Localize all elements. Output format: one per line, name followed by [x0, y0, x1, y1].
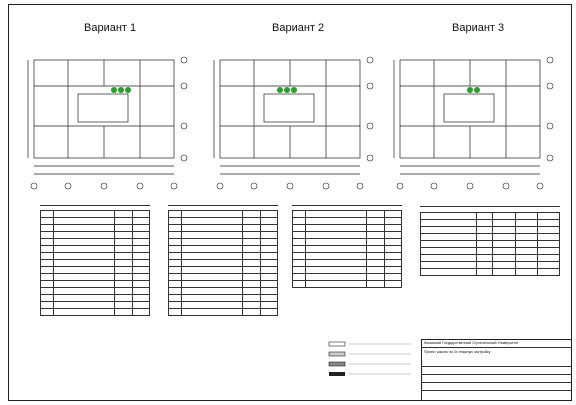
floor-plan-variant-3	[388, 42, 558, 192]
floor-plan-variant-1	[22, 42, 192, 192]
table-row	[293, 211, 402, 218]
title-block	[421, 339, 572, 401]
table-row	[421, 262, 560, 269]
table-row	[421, 234, 560, 241]
table-row	[293, 232, 402, 239]
table-row	[421, 248, 560, 255]
table-row	[41, 211, 150, 218]
variant-1-title: Вариант 1	[84, 22, 137, 34]
table-row	[169, 239, 278, 246]
table-row	[41, 239, 150, 246]
tech-economic-table	[420, 212, 560, 276]
tech-economic-caption	[420, 196, 560, 207]
stamp-row	[422, 391, 571, 398]
floor-plan-variant-2	[208, 42, 378, 192]
table-row	[293, 260, 402, 267]
table-row	[169, 246, 278, 253]
table-row	[169, 309, 278, 316]
stamp-row	[422, 367, 571, 375]
table-row	[169, 253, 278, 260]
room-table-variant-2	[168, 210, 278, 316]
table-row	[421, 241, 560, 248]
stamp-project: Проект школы на 3х этажную застройку	[422, 348, 571, 367]
table-row	[293, 218, 402, 225]
table-row	[41, 309, 150, 316]
table-row	[421, 213, 560, 220]
table-row	[41, 281, 150, 288]
table-row	[41, 246, 150, 253]
table-row	[293, 246, 402, 253]
legend	[325, 336, 415, 386]
table-row	[169, 288, 278, 295]
table-row	[41, 225, 150, 232]
table-row	[293, 281, 402, 288]
table-row	[293, 274, 402, 281]
stamp-row	[422, 383, 571, 391]
room-table-variant-1	[40, 210, 150, 316]
table-row	[41, 218, 150, 225]
table-row	[41, 274, 150, 281]
table-row	[169, 295, 278, 302]
stamp-university: Казанский Государственный Строительный Университет	[422, 340, 571, 348]
variant-3-title: Вариант 3	[452, 22, 505, 34]
table-row	[421, 269, 560, 276]
table-row	[41, 302, 150, 309]
table-2-caption	[168, 200, 278, 206]
table-3-caption	[292, 200, 402, 206]
table-row	[41, 288, 150, 295]
table-row	[169, 302, 278, 309]
room-table-variant-3	[292, 210, 402, 288]
table-row	[169, 211, 278, 218]
table-row	[421, 255, 560, 262]
table-row	[169, 232, 278, 239]
table-row	[41, 232, 150, 239]
table-row	[169, 218, 278, 225]
table-row	[169, 281, 278, 288]
variant-2-title: Вариант 2	[272, 22, 325, 34]
table-row	[169, 225, 278, 232]
table-row	[421, 227, 560, 234]
stamp-row	[422, 375, 571, 383]
table-row	[169, 274, 278, 281]
table-row	[169, 267, 278, 274]
table-row	[293, 225, 402, 232]
table-row	[293, 253, 402, 260]
table-row	[41, 295, 150, 302]
table-row	[41, 267, 150, 274]
table-row	[293, 239, 402, 246]
table-row	[421, 220, 560, 227]
table-1-caption	[40, 200, 150, 206]
table-row	[41, 260, 150, 267]
table-row	[41, 253, 150, 260]
table-row	[169, 260, 278, 267]
table-row	[293, 267, 402, 274]
